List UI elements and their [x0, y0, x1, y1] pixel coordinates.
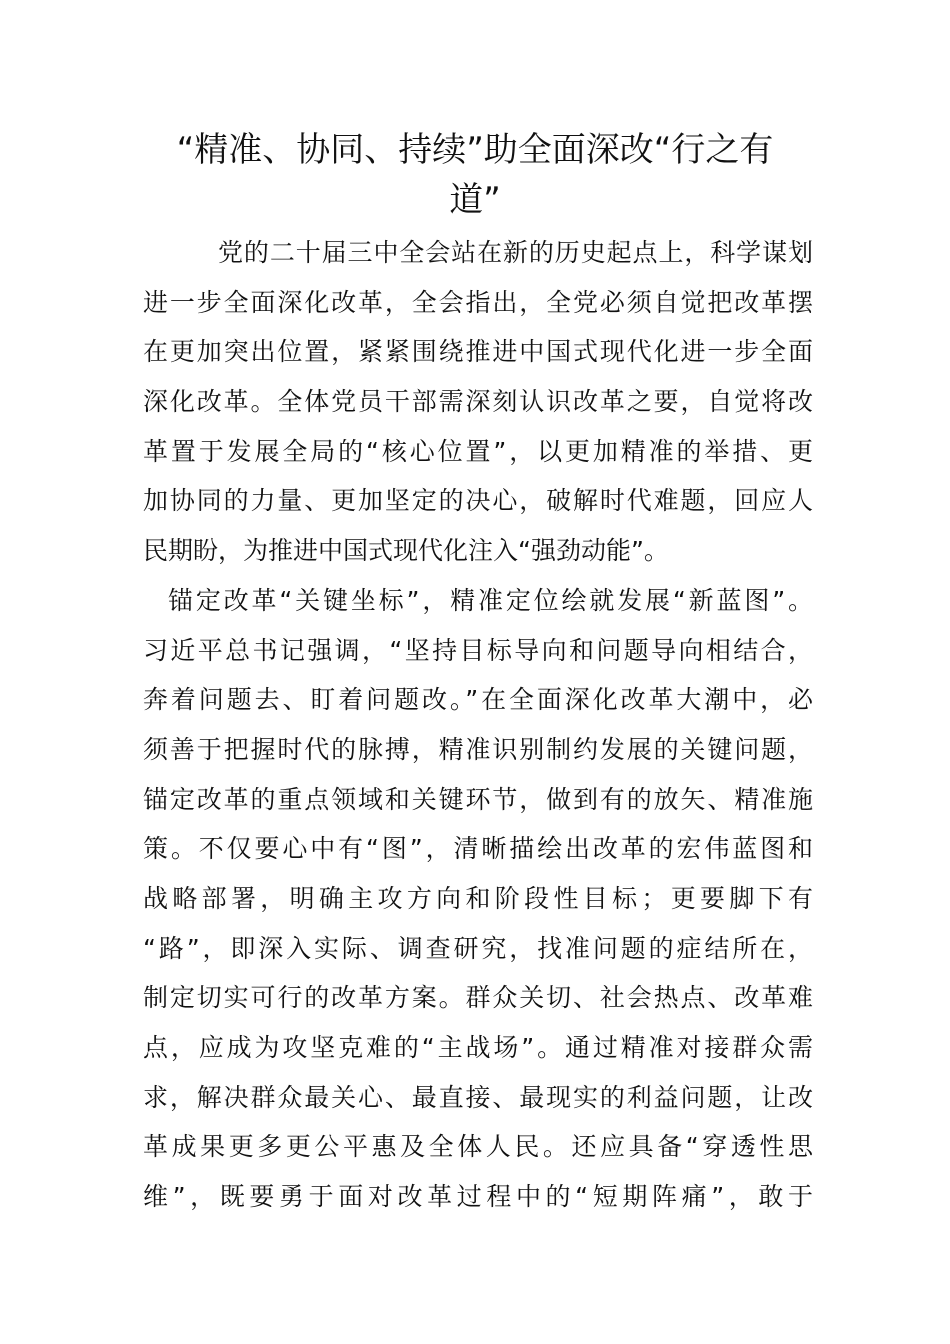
paragraph-line: 党的二十届三中全会站在新的历史起点上，科学谋划	[218, 238, 813, 267]
paragraph-line: 策。不仅要心中有“图”，清晰描绘出改革的宏伟蓝图和	[143, 834, 813, 864]
title-line: 道”	[449, 180, 501, 220]
paragraph-line: 锚定改革“关键坐标”，精准定位绘就发展“新蓝图”。	[168, 585, 813, 615]
paragraph-line: 习近平总书记强调，“坚持目标导向和问题导向相结合，	[143, 635, 813, 665]
paragraph-line: 求，解决群众最关心、最直接、最现实的利益问题，让改	[143, 1082, 813, 1112]
paragraph-line: 革置于发展全局的“核心位置”，以更加精准的举措、更	[143, 436, 813, 466]
paragraph-line: 在更加突出位置，紧紧围绕推进中国式现代化进一步全面	[143, 337, 813, 367]
document-title	[140, 125, 810, 225]
paragraph-line: 维”，既要勇于面对改革过程中的“短期阵痛”，敢于	[143, 1182, 813, 1212]
paragraph-line: 进一步全面深化改革，全会指出，全党必须自觉把改革摆	[143, 287, 813, 317]
paragraph-line: 制定切实可行的改革方案。群众关切、社会热点、改革难	[143, 983, 813, 1013]
paragraph-line: 须善于把握时代的脉搏，精准识别制约发展的关键问题，	[143, 734, 813, 764]
paragraph-line: 深化改革。全体党员干部需深刻认识改革之要，自觉将改	[143, 387, 813, 417]
paragraph-line: 革成果更多更公平惠及全体人民。还应具备“穿透性思	[143, 1132, 813, 1162]
document-body	[143, 228, 813, 1222]
paragraph-line: 奔着问题去、盯着问题改。”在全面深化改革大潮中，必	[143, 685, 813, 715]
paragraph-line: 战略部署，明确主攻方向和阶段性目标；更要脚下有	[143, 883, 813, 913]
paragraph-line: 锚定改革的重点领域和关键环节，做到有的放矢、精准施	[143, 784, 813, 814]
paragraph-line: 民期盼，为推进中国式现代化注入“强劲动能”。	[143, 536, 669, 566]
title-line: “精准、协同、持续”助全面深改“行之有	[176, 130, 774, 170]
paragraph-line: “路”，即深入实际、调查研究，找准问题的症结所在，	[143, 933, 813, 963]
paragraph-line: 加协同的力量、更加坚定的决心，破解时代难题，回应人	[143, 486, 813, 516]
paragraph-1	[143, 228, 813, 576]
paragraph-line: 点，应成为攻坚克难的“主战场”。通过精准对接群众需	[143, 1033, 813, 1062]
paragraph-2	[143, 576, 813, 1222]
